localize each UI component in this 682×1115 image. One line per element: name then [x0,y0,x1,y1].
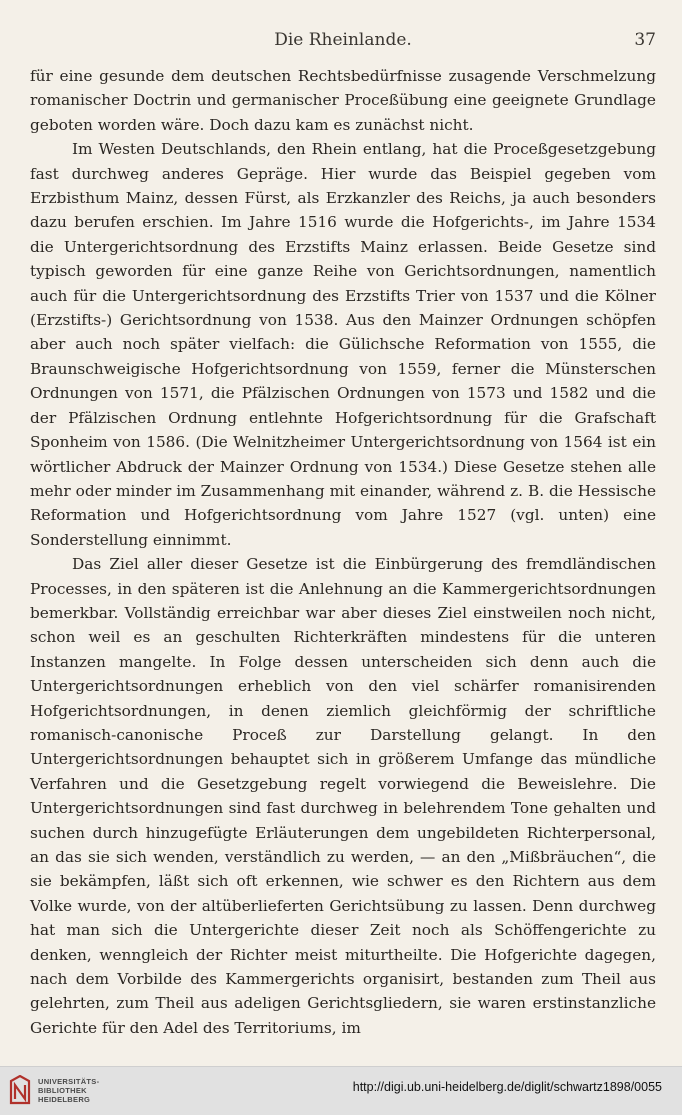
paragraph-3: Das Ziel aller dieser Gesetze ist die Einbürgerung des fremdländischen Processes, in den späteren ist die Anlehnung an die Kammergerichtsordnungen bemerkbar. Vollständig erreichbar war aber dieses Ziel einstweilen noch nicht, schon weil es an geschulten Richterkräften mindestens für die unteren Instanzen mangelte. In Folge dessen unterscheiden sich denn auch die Untergerichtsordnungen erheblich von den viel schärfer romanisirenden Hofgerichtsordnungen, in denen ziemlich gleichförmig der schriftliche romanisch-canonische Proceß zur Darstellung gelangt. In den Untergerichtsordnungen behauptet sich in größerem Umfange das mündliche Verfahren und die Gesetzgebung regelt vorwiegend die Beweislehre. Die Untergerichtsordnungen sind fast durchweg in belehrendem Tone gehalten und suchen durch hinzugefügte Erläuterungen dem ungebildeten Richterpersonal, an das sie sich wenden, verständlich zu werden, — an den „Mißbräuchen“, die sie bekämpfen, läßt sich oft erkennen, wie schwer es den Richtern aus dem Volke wurde, von der altüberlieferten Gerichtsübung zu lassen. Denn durchweg hat man sich die Untergerichte dieser Zeit noch als Schöffengerichte zu denken, wenngleich der Richter meist miturtheilte. Die Hofgerichte dagegen, nach dem Vorbilde des Kammergerichts organisirt, bestanden zum Theil aus gelehrten, zum Theil aus adeligen Gerichtsgliedern, sie waren erstinstanzliche Gerichte für den Adel des Territoriums, im [30,555,656,1037]
library-name-line: HEIDELBERG [38,1095,91,1104]
body-text [30,64,656,1040]
running-title: Die Rheinlande. [274,30,412,50]
paragraph-2: Im Westen Deutschlands, den Rhein entlang, hat die Proceßgesetzgebung fast durchweg anderes Gepräge. Hier wurde das Beispiel gegeben vom Erzbisthum Mainz, dessen Fürst, als Erzkanzler des Reichs, ja auch besonders dazu berufen erschien. Im Jahre 1516 wurde die Hofgerichts-, im Jahre 1534 die Untergerichtsordnung des Erzstifts Mainz erlassen. Beide Gesetze sind typisch geworden für eine ganze Reihe von Gerichtsordnungen, namentlich auch für die Untergerichtsordnung des Erzstifts Trier von 1537 und die Kölner (Erzstifts-) Gerichtsordnung von 1538. Aus den Mainzer Ordnungen schöpfen aber auch noch später vielfach: die Gülichsche Reformation von 1555, die Braunschweigische Hofgerichtsordnung von 1559, ferner die Münsterschen Ordnungen von 1571, die Pfälzischen Ordnungen von 1573 und 1582 und die der Pfälzischen Ordnung entlehnte Hofgerichtsordnung für die Grafschaft Sponheim von 1586. (Die Welnitzheimer Untergerichtsordnung von 1564 ist ein wörtlicher Abdruck der Mainzer Ordnung von 1534.) Diese Gesetze stehen alle mehr oder minder im Zusammenhang mit einander, während z. B. die Hessische Reformation und Hofgerichtsordnung vom Jahre 1527 (vgl. unten) eine Sonderstellung einnimmt. [30,140,656,549]
library-name-line: BIBLIOTHEK [38,1086,87,1095]
page-header [30,30,656,56]
paragraph-1: für eine gesunde dem deutschen Rechtsbedürfnisse zusagende Verschmelzung romanischer Doctrin und germanischer Proceßübung eine geeignete Grundlage geboten worden wäre. Doch dazu kam es zunächst nicht. [30,67,656,134]
university-library-logo-icon [8,1075,32,1105]
page-number: 37 [634,30,656,50]
viewer-footer [0,1066,682,1115]
library-name [38,1077,99,1104]
library-name-line: UNIVERSITÄTS- [38,1077,100,1086]
source-url-link[interactable]: http://digi.ub.uni-heidelberg.de/diglit/schwartz1898/0055 [352,1080,662,1094]
library-logo[interactable] [8,1073,128,1109]
